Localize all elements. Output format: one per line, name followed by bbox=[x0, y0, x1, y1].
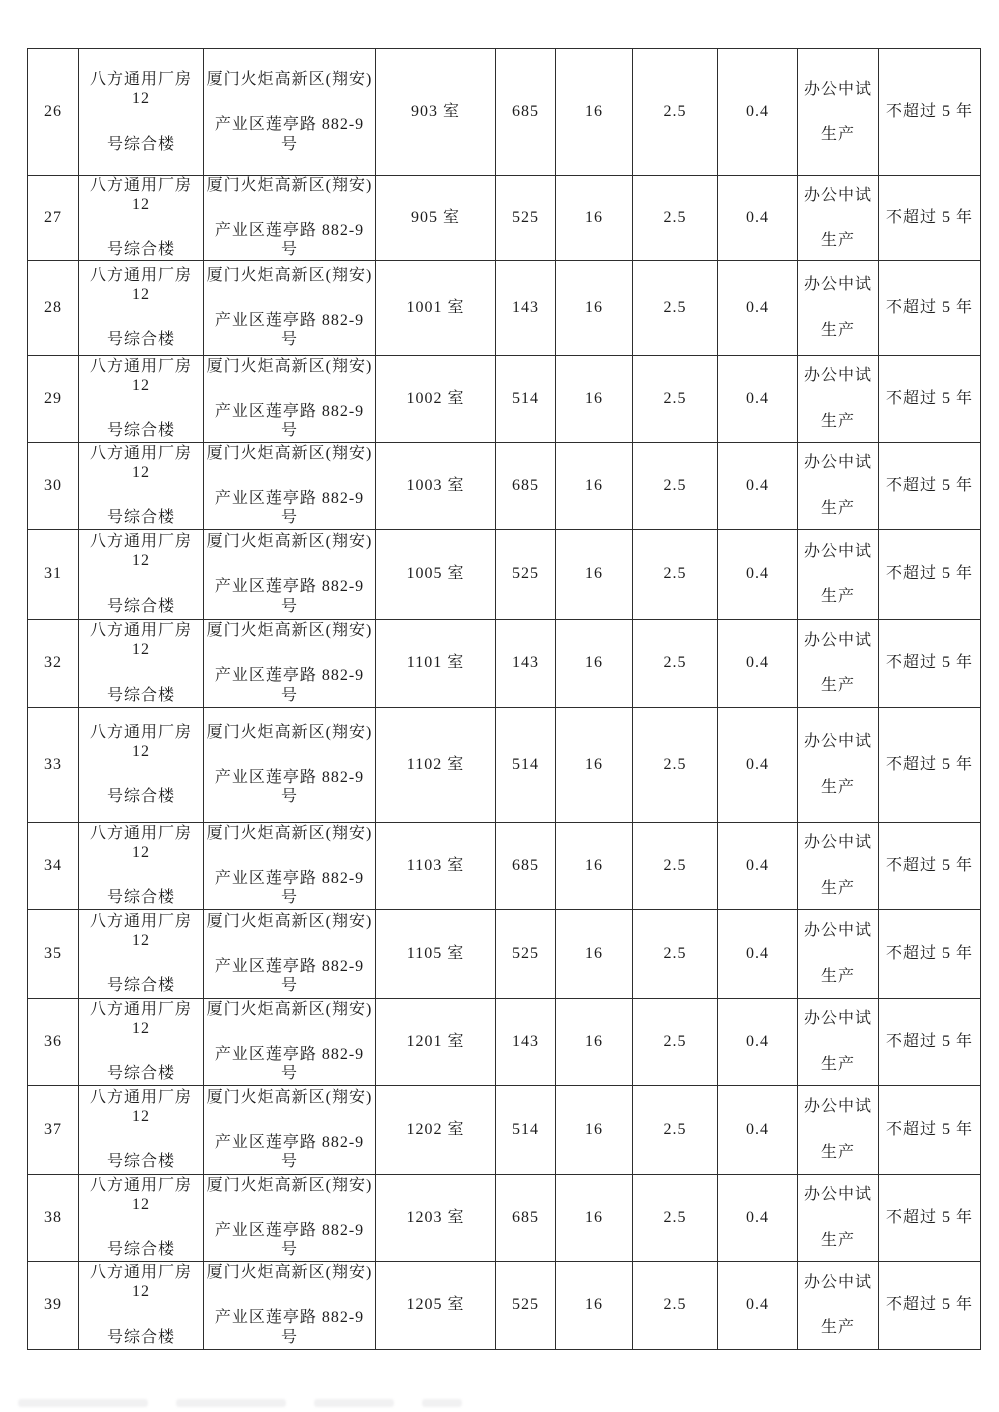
property-name-text bbox=[79, 266, 203, 350]
cell-value-0-4: 0.4 bbox=[718, 707, 798, 822]
usage-line2: 生产 bbox=[820, 1319, 855, 1337]
cell-lease-term: 不超过 5 年 bbox=[879, 822, 981, 909]
cell-lease-term: 不超过 5 年 bbox=[879, 619, 981, 707]
address-line2: 产业区莲亭路 882-9 号 bbox=[214, 667, 365, 704]
cell-room-number: 1205 室 bbox=[376, 1261, 496, 1349]
cell-room-number: 1103 室 bbox=[376, 822, 496, 909]
address-line1: 厦门火炬高新区(翔安) bbox=[206, 357, 373, 375]
cell-room-number: 905 室 bbox=[376, 176, 496, 261]
cell-value-16: 16 bbox=[556, 49, 633, 176]
address-line1: 厦门火炬高新区(翔安) bbox=[206, 1000, 373, 1018]
usage-text bbox=[798, 833, 878, 897]
cell-serial-number: 26 bbox=[28, 49, 79, 176]
cell-lease-term: 不超过 5 年 bbox=[879, 1261, 981, 1349]
cell-property-name bbox=[79, 442, 204, 529]
property-name-line2: 号综合楼 bbox=[106, 977, 175, 995]
cell-area: 514 bbox=[496, 1085, 556, 1174]
address-text bbox=[204, 1088, 375, 1172]
property-name-line1: 八方通用厂房 12 bbox=[89, 1264, 192, 1301]
usage-line1: 办公中试 bbox=[803, 276, 872, 294]
faint-smudge bbox=[176, 1399, 286, 1407]
property-name-line2: 号综合楼 bbox=[106, 1241, 175, 1259]
cell-value-16: 16 bbox=[556, 260, 633, 355]
cell-property-name bbox=[79, 822, 204, 909]
cell-room-number: 1102 室 bbox=[376, 707, 496, 822]
property-name-line2: 号综合楼 bbox=[106, 509, 175, 527]
usage-text bbox=[798, 275, 878, 339]
address-text bbox=[204, 532, 375, 616]
cell-value-16: 16 bbox=[556, 1085, 633, 1174]
cell-area: 525 bbox=[496, 909, 556, 998]
cell-value-0-4: 0.4 bbox=[718, 529, 798, 619]
cell-value-2-5: 2.5 bbox=[633, 909, 718, 998]
cell-value-0-4: 0.4 bbox=[718, 998, 798, 1085]
cell-value-2-5: 2.5 bbox=[633, 1174, 718, 1261]
usage-line1: 办公中试 bbox=[803, 1273, 872, 1291]
usage-text bbox=[798, 921, 878, 985]
usage-text bbox=[798, 80, 878, 144]
property-name-line1: 八方通用厂房 12 bbox=[89, 71, 192, 108]
cell-area: 685 bbox=[496, 822, 556, 909]
cell-area: 514 bbox=[496, 355, 556, 442]
property-name-line1: 八方通用厂房 12 bbox=[89, 723, 192, 760]
property-name-line1: 八方通用厂房 12 bbox=[89, 177, 192, 214]
table-row bbox=[28, 909, 981, 998]
address-text bbox=[204, 70, 375, 154]
usage-text bbox=[798, 631, 878, 695]
cell-value-2-5: 2.5 bbox=[633, 619, 718, 707]
table-row bbox=[28, 1085, 981, 1174]
cell-value-2-5: 2.5 bbox=[633, 822, 718, 909]
cell-address bbox=[204, 355, 376, 442]
address-line1: 厦门火炬高新区(翔安) bbox=[206, 912, 373, 930]
property-name-line1: 八方通用厂房 12 bbox=[89, 1176, 192, 1213]
property-name-line2: 号综合楼 bbox=[106, 331, 175, 349]
cell-address bbox=[204, 176, 376, 261]
cell-usage bbox=[798, 355, 879, 442]
cell-address bbox=[204, 998, 376, 1085]
address-line1: 厦门火炬高新区(翔安) bbox=[206, 71, 373, 89]
cell-property-name bbox=[79, 707, 204, 822]
usage-line1: 办公中试 bbox=[803, 1186, 872, 1204]
cell-usage bbox=[798, 1174, 879, 1261]
cell-serial-number: 28 bbox=[28, 260, 79, 355]
cell-area: 143 bbox=[496, 619, 556, 707]
usage-line2: 生产 bbox=[820, 499, 855, 517]
property-name-line2: 号综合楼 bbox=[106, 422, 175, 440]
address-line2: 产业区莲亭路 882-9 号 bbox=[214, 116, 365, 153]
cell-lease-term: 不超过 5 年 bbox=[879, 355, 981, 442]
cell-property-name bbox=[79, 909, 204, 998]
cell-serial-number: 29 bbox=[28, 355, 79, 442]
property-name-line2: 号综合楼 bbox=[106, 597, 175, 615]
usage-line2: 生产 bbox=[820, 321, 855, 339]
property-name-text bbox=[79, 1263, 203, 1347]
cell-property-name bbox=[79, 355, 204, 442]
usage-text bbox=[798, 1273, 878, 1337]
usage-line2: 生产 bbox=[820, 1143, 855, 1161]
cell-address bbox=[204, 1261, 376, 1349]
address-text bbox=[204, 357, 375, 441]
address-line1: 厦门火炬高新区(翔安) bbox=[206, 177, 373, 194]
usage-line1: 办公中试 bbox=[803, 834, 872, 852]
address-line2: 产业区莲亭路 882-9 号 bbox=[214, 869, 365, 907]
property-name-line1: 八方通用厂房 12 bbox=[89, 266, 192, 303]
property-name-line2: 号综合楼 bbox=[106, 241, 175, 259]
cell-usage bbox=[798, 619, 879, 707]
cell-value-16: 16 bbox=[556, 442, 633, 529]
cell-usage bbox=[798, 1085, 879, 1174]
address-line1: 厦门火炬高新区(翔安) bbox=[206, 723, 373, 741]
faint-smudge bbox=[422, 1399, 462, 1407]
cell-room-number: 1003 室 bbox=[376, 442, 496, 529]
cell-property-name bbox=[79, 176, 204, 261]
cell-value-16: 16 bbox=[556, 909, 633, 998]
property-name-text bbox=[79, 621, 203, 705]
cell-serial-number: 32 bbox=[28, 619, 79, 707]
cell-value-0-4: 0.4 bbox=[718, 619, 798, 707]
property-name-text bbox=[79, 1000, 203, 1084]
faint-smudge bbox=[18, 1399, 148, 1407]
cell-address bbox=[204, 619, 376, 707]
cell-property-name bbox=[79, 529, 204, 619]
usage-text bbox=[798, 542, 878, 606]
property-name-line2: 号综合楼 bbox=[106, 135, 175, 153]
usage-line2: 生产 bbox=[820, 588, 855, 606]
cell-serial-number: 33 bbox=[28, 707, 79, 822]
cell-usage bbox=[798, 822, 879, 909]
table-row bbox=[28, 1261, 981, 1349]
property-name-line1: 八方通用厂房 12 bbox=[89, 622, 192, 659]
lease-units-table bbox=[27, 48, 981, 1350]
cell-area: 525 bbox=[496, 529, 556, 619]
usage-text bbox=[798, 1009, 878, 1073]
cell-property-name bbox=[79, 1085, 204, 1174]
cell-area: 685 bbox=[496, 49, 556, 176]
cell-address bbox=[204, 260, 376, 355]
address-line2: 产业区莲亭路 882-9 号 bbox=[214, 1309, 365, 1346]
cell-property-name bbox=[79, 49, 204, 176]
cell-area: 525 bbox=[496, 176, 556, 261]
table-row bbox=[28, 260, 981, 355]
property-name-text bbox=[79, 1088, 203, 1172]
cell-lease-term: 不超过 5 年 bbox=[879, 1174, 981, 1261]
cell-value-0-4: 0.4 bbox=[718, 176, 798, 261]
address-line2: 产业区莲亭路 882-9 号 bbox=[214, 489, 365, 527]
cell-value-16: 16 bbox=[556, 1174, 633, 1261]
address-text bbox=[204, 1176, 375, 1260]
property-name-line2: 号综合楼 bbox=[106, 1328, 175, 1346]
cell-value-0-4: 0.4 bbox=[718, 1261, 798, 1349]
cell-value-16: 16 bbox=[556, 619, 633, 707]
property-name-line2: 号综合楼 bbox=[106, 1153, 175, 1171]
address-text bbox=[204, 444, 375, 528]
cell-value-0-4: 0.4 bbox=[718, 1085, 798, 1174]
address-text bbox=[204, 824, 375, 908]
address-text bbox=[204, 266, 375, 350]
cell-property-name bbox=[79, 998, 204, 1085]
address-line2: 产业区莲亭路 882-9 号 bbox=[214, 1221, 365, 1259]
usage-line2: 生产 bbox=[820, 778, 855, 796]
cell-serial-number: 27 bbox=[28, 176, 79, 261]
property-name-line1: 八方通用厂房 12 bbox=[89, 1000, 192, 1037]
cell-usage bbox=[798, 1261, 879, 1349]
cell-value-0-4: 0.4 bbox=[718, 1174, 798, 1261]
cell-room-number: 1002 室 bbox=[376, 355, 496, 442]
address-text bbox=[204, 621, 375, 705]
usage-line2: 生产 bbox=[820, 412, 855, 430]
cell-value-2-5: 2.5 bbox=[633, 529, 718, 619]
cell-value-0-4: 0.4 bbox=[718, 49, 798, 176]
cell-area: 514 bbox=[496, 707, 556, 822]
address-line1: 厦门火炬高新区(翔安) bbox=[206, 1176, 373, 1194]
property-name-line1: 八方通用厂房 12 bbox=[89, 1088, 192, 1125]
property-name-line2: 号综合楼 bbox=[106, 686, 175, 704]
property-name-text bbox=[79, 532, 203, 616]
cell-room-number: 903 室 bbox=[376, 49, 496, 176]
property-name-text bbox=[79, 1176, 203, 1260]
table-row bbox=[28, 529, 981, 619]
cell-area: 685 bbox=[496, 1174, 556, 1261]
cell-lease-term: 不超过 5 年 bbox=[879, 998, 981, 1085]
cell-serial-number: 31 bbox=[28, 529, 79, 619]
address-line2: 产业区莲亭路 882-9 号 bbox=[214, 402, 365, 440]
address-line2: 产业区莲亭路 882-9 号 bbox=[214, 222, 365, 259]
address-text bbox=[204, 1000, 375, 1084]
cell-lease-term: 不超过 5 年 bbox=[879, 176, 981, 261]
cell-usage bbox=[798, 707, 879, 822]
cell-value-2-5: 2.5 bbox=[633, 1261, 718, 1349]
cell-room-number: 1105 室 bbox=[376, 909, 496, 998]
cell-usage bbox=[798, 260, 879, 355]
usage-line2: 生产 bbox=[820, 677, 855, 695]
usage-line1: 办公中试 bbox=[803, 80, 872, 98]
property-name-line1: 八方通用厂房 12 bbox=[89, 912, 192, 949]
next-page-faint-text-fragment bbox=[18, 1399, 498, 1409]
cell-address bbox=[204, 909, 376, 998]
cell-room-number: 1202 室 bbox=[376, 1085, 496, 1174]
table-body bbox=[28, 49, 981, 1350]
usage-text bbox=[798, 1185, 878, 1249]
table-row bbox=[28, 355, 981, 442]
property-name-text bbox=[79, 70, 203, 154]
cell-area: 143 bbox=[496, 260, 556, 355]
usage-line1: 办公中试 bbox=[803, 631, 872, 649]
usage-line1: 办公中试 bbox=[803, 367, 872, 385]
cell-area: 143 bbox=[496, 998, 556, 1085]
cell-serial-number: 37 bbox=[28, 1085, 79, 1174]
cell-room-number: 1005 室 bbox=[376, 529, 496, 619]
cell-value-0-4: 0.4 bbox=[718, 260, 798, 355]
cell-lease-term: 不超过 5 年 bbox=[879, 442, 981, 529]
usage-line1: 办公中试 bbox=[803, 542, 872, 560]
cell-lease-term: 不超过 5 年 bbox=[879, 49, 981, 176]
cell-usage bbox=[798, 909, 879, 998]
cell-property-name bbox=[79, 1261, 204, 1349]
usage-line2: 生产 bbox=[820, 231, 855, 249]
address-text bbox=[204, 912, 375, 996]
cell-value-16: 16 bbox=[556, 822, 633, 909]
cell-lease-term: 不超过 5 年 bbox=[879, 707, 981, 822]
cell-value-0-4: 0.4 bbox=[718, 355, 798, 442]
cell-room-number: 1101 室 bbox=[376, 619, 496, 707]
usage-line2: 生产 bbox=[820, 126, 855, 143]
property-name-text bbox=[79, 723, 203, 807]
cell-address bbox=[204, 822, 376, 909]
cell-value-2-5: 2.5 bbox=[633, 260, 718, 355]
address-line2: 产业区莲亭路 882-9 号 bbox=[214, 768, 365, 806]
cell-value-16: 16 bbox=[556, 1261, 633, 1349]
usage-line2: 生产 bbox=[820, 967, 855, 985]
cell-room-number: 1001 室 bbox=[376, 260, 496, 355]
cell-property-name bbox=[79, 619, 204, 707]
address-text bbox=[204, 723, 375, 807]
cell-usage bbox=[798, 176, 879, 261]
faint-smudge bbox=[314, 1399, 394, 1407]
cell-value-0-4: 0.4 bbox=[718, 442, 798, 529]
usage-text bbox=[798, 453, 878, 517]
table-row bbox=[28, 176, 981, 261]
cell-value-16: 16 bbox=[556, 355, 633, 442]
usage-text bbox=[798, 186, 878, 250]
cell-serial-number: 34 bbox=[28, 822, 79, 909]
cell-value-2-5: 2.5 bbox=[633, 1085, 718, 1174]
property-name-text bbox=[79, 444, 203, 528]
address-line2: 产业区莲亭路 882-9 号 bbox=[214, 311, 365, 349]
address-line1: 厦门火炬高新区(翔安) bbox=[206, 444, 373, 462]
cell-area: 685 bbox=[496, 442, 556, 529]
usage-line1: 办公中试 bbox=[803, 922, 872, 940]
cell-address bbox=[204, 49, 376, 176]
cell-room-number: 1201 室 bbox=[376, 998, 496, 1085]
cell-area: 525 bbox=[496, 1261, 556, 1349]
cell-lease-term: 不超过 5 年 bbox=[879, 1085, 981, 1174]
usage-text bbox=[798, 732, 878, 796]
cell-value-16: 16 bbox=[556, 529, 633, 619]
address-line1: 厦门火炬高新区(翔安) bbox=[206, 824, 373, 842]
table-row bbox=[28, 822, 981, 909]
cell-address bbox=[204, 442, 376, 529]
usage-line1: 办公中试 bbox=[803, 1010, 872, 1028]
cell-value-16: 16 bbox=[556, 998, 633, 1085]
usage-line2: 生产 bbox=[820, 1231, 855, 1249]
table-row bbox=[28, 707, 981, 822]
property-name-text bbox=[79, 357, 203, 441]
cell-address bbox=[204, 707, 376, 822]
property-name-line1: 八方通用厂房 12 bbox=[89, 824, 192, 861]
cell-serial-number: 35 bbox=[28, 909, 79, 998]
property-name-line1: 八方通用厂房 12 bbox=[89, 533, 192, 570]
address-text bbox=[204, 176, 375, 260]
address-line1: 厦门火炬高新区(翔安) bbox=[206, 266, 373, 284]
cell-address bbox=[204, 1174, 376, 1261]
cell-value-2-5: 2.5 bbox=[633, 355, 718, 442]
address-text bbox=[204, 1263, 375, 1347]
address-line2: 产业区莲亭路 882-9 号 bbox=[214, 578, 365, 615]
cell-value-2-5: 2.5 bbox=[633, 49, 718, 176]
cell-usage bbox=[798, 529, 879, 619]
cell-lease-term: 不超过 5 年 bbox=[879, 529, 981, 619]
table-row bbox=[28, 49, 981, 176]
property-name-text bbox=[79, 824, 203, 908]
cell-property-name bbox=[79, 260, 204, 355]
cell-address bbox=[204, 1085, 376, 1174]
usage-text bbox=[798, 366, 878, 430]
property-name-text bbox=[79, 912, 203, 996]
cell-usage bbox=[798, 49, 879, 176]
cell-value-0-4: 0.4 bbox=[718, 909, 798, 998]
usage-line1: 办公中试 bbox=[803, 186, 872, 204]
table-row bbox=[28, 442, 981, 529]
address-line2: 产业区莲亭路 882-9 号 bbox=[214, 1045, 365, 1083]
address-line2: 产业区莲亭路 882-9 号 bbox=[214, 1133, 365, 1171]
cell-address bbox=[204, 529, 376, 619]
property-name-line2: 号综合楼 bbox=[106, 788, 175, 806]
cell-value-2-5: 2.5 bbox=[633, 442, 718, 529]
cell-serial-number: 38 bbox=[28, 1174, 79, 1261]
cell-value-2-5: 2.5 bbox=[633, 998, 718, 1085]
cell-serial-number: 36 bbox=[28, 998, 79, 1085]
cell-value-2-5: 2.5 bbox=[633, 707, 718, 822]
cell-value-16: 16 bbox=[556, 176, 633, 261]
property-name-line1: 八方通用厂房 12 bbox=[89, 444, 192, 481]
usage-text bbox=[798, 1097, 878, 1161]
address-line1: 厦门火炬高新区(翔安) bbox=[206, 1264, 373, 1282]
address-line1: 厦门火炬高新区(翔安) bbox=[206, 622, 373, 640]
cell-value-0-4: 0.4 bbox=[718, 822, 798, 909]
property-name-text bbox=[79, 176, 203, 260]
property-name-line2: 号综合楼 bbox=[106, 889, 175, 907]
cell-value-2-5: 2.5 bbox=[633, 176, 718, 261]
property-name-line1: 八方通用厂房 12 bbox=[89, 357, 192, 394]
cell-serial-number: 30 bbox=[28, 442, 79, 529]
cell-property-name bbox=[79, 1174, 204, 1261]
cell-lease-term: 不超过 5 年 bbox=[879, 260, 981, 355]
usage-line1: 办公中试 bbox=[803, 733, 872, 751]
cell-room-number: 1203 室 bbox=[376, 1174, 496, 1261]
cell-serial-number: 39 bbox=[28, 1261, 79, 1349]
table-row bbox=[28, 998, 981, 1085]
usage-line2: 生产 bbox=[820, 1055, 855, 1073]
address-line2: 产业区莲亭路 882-9 号 bbox=[214, 957, 365, 995]
table-row bbox=[28, 619, 981, 707]
cell-lease-term: 不超过 5 年 bbox=[879, 909, 981, 998]
address-line1: 厦门火炬高新区(翔安) bbox=[206, 1088, 373, 1106]
cell-usage bbox=[798, 998, 879, 1085]
usage-line1: 办公中试 bbox=[803, 454, 872, 472]
cell-usage bbox=[798, 442, 879, 529]
property-name-line2: 号综合楼 bbox=[106, 1065, 175, 1083]
cell-value-16: 16 bbox=[556, 707, 633, 822]
usage-line2: 生产 bbox=[820, 879, 855, 897]
usage-line1: 办公中试 bbox=[803, 1098, 872, 1116]
address-line1: 厦门火炬高新区(翔安) bbox=[206, 533, 373, 551]
table-row bbox=[28, 1174, 981, 1261]
